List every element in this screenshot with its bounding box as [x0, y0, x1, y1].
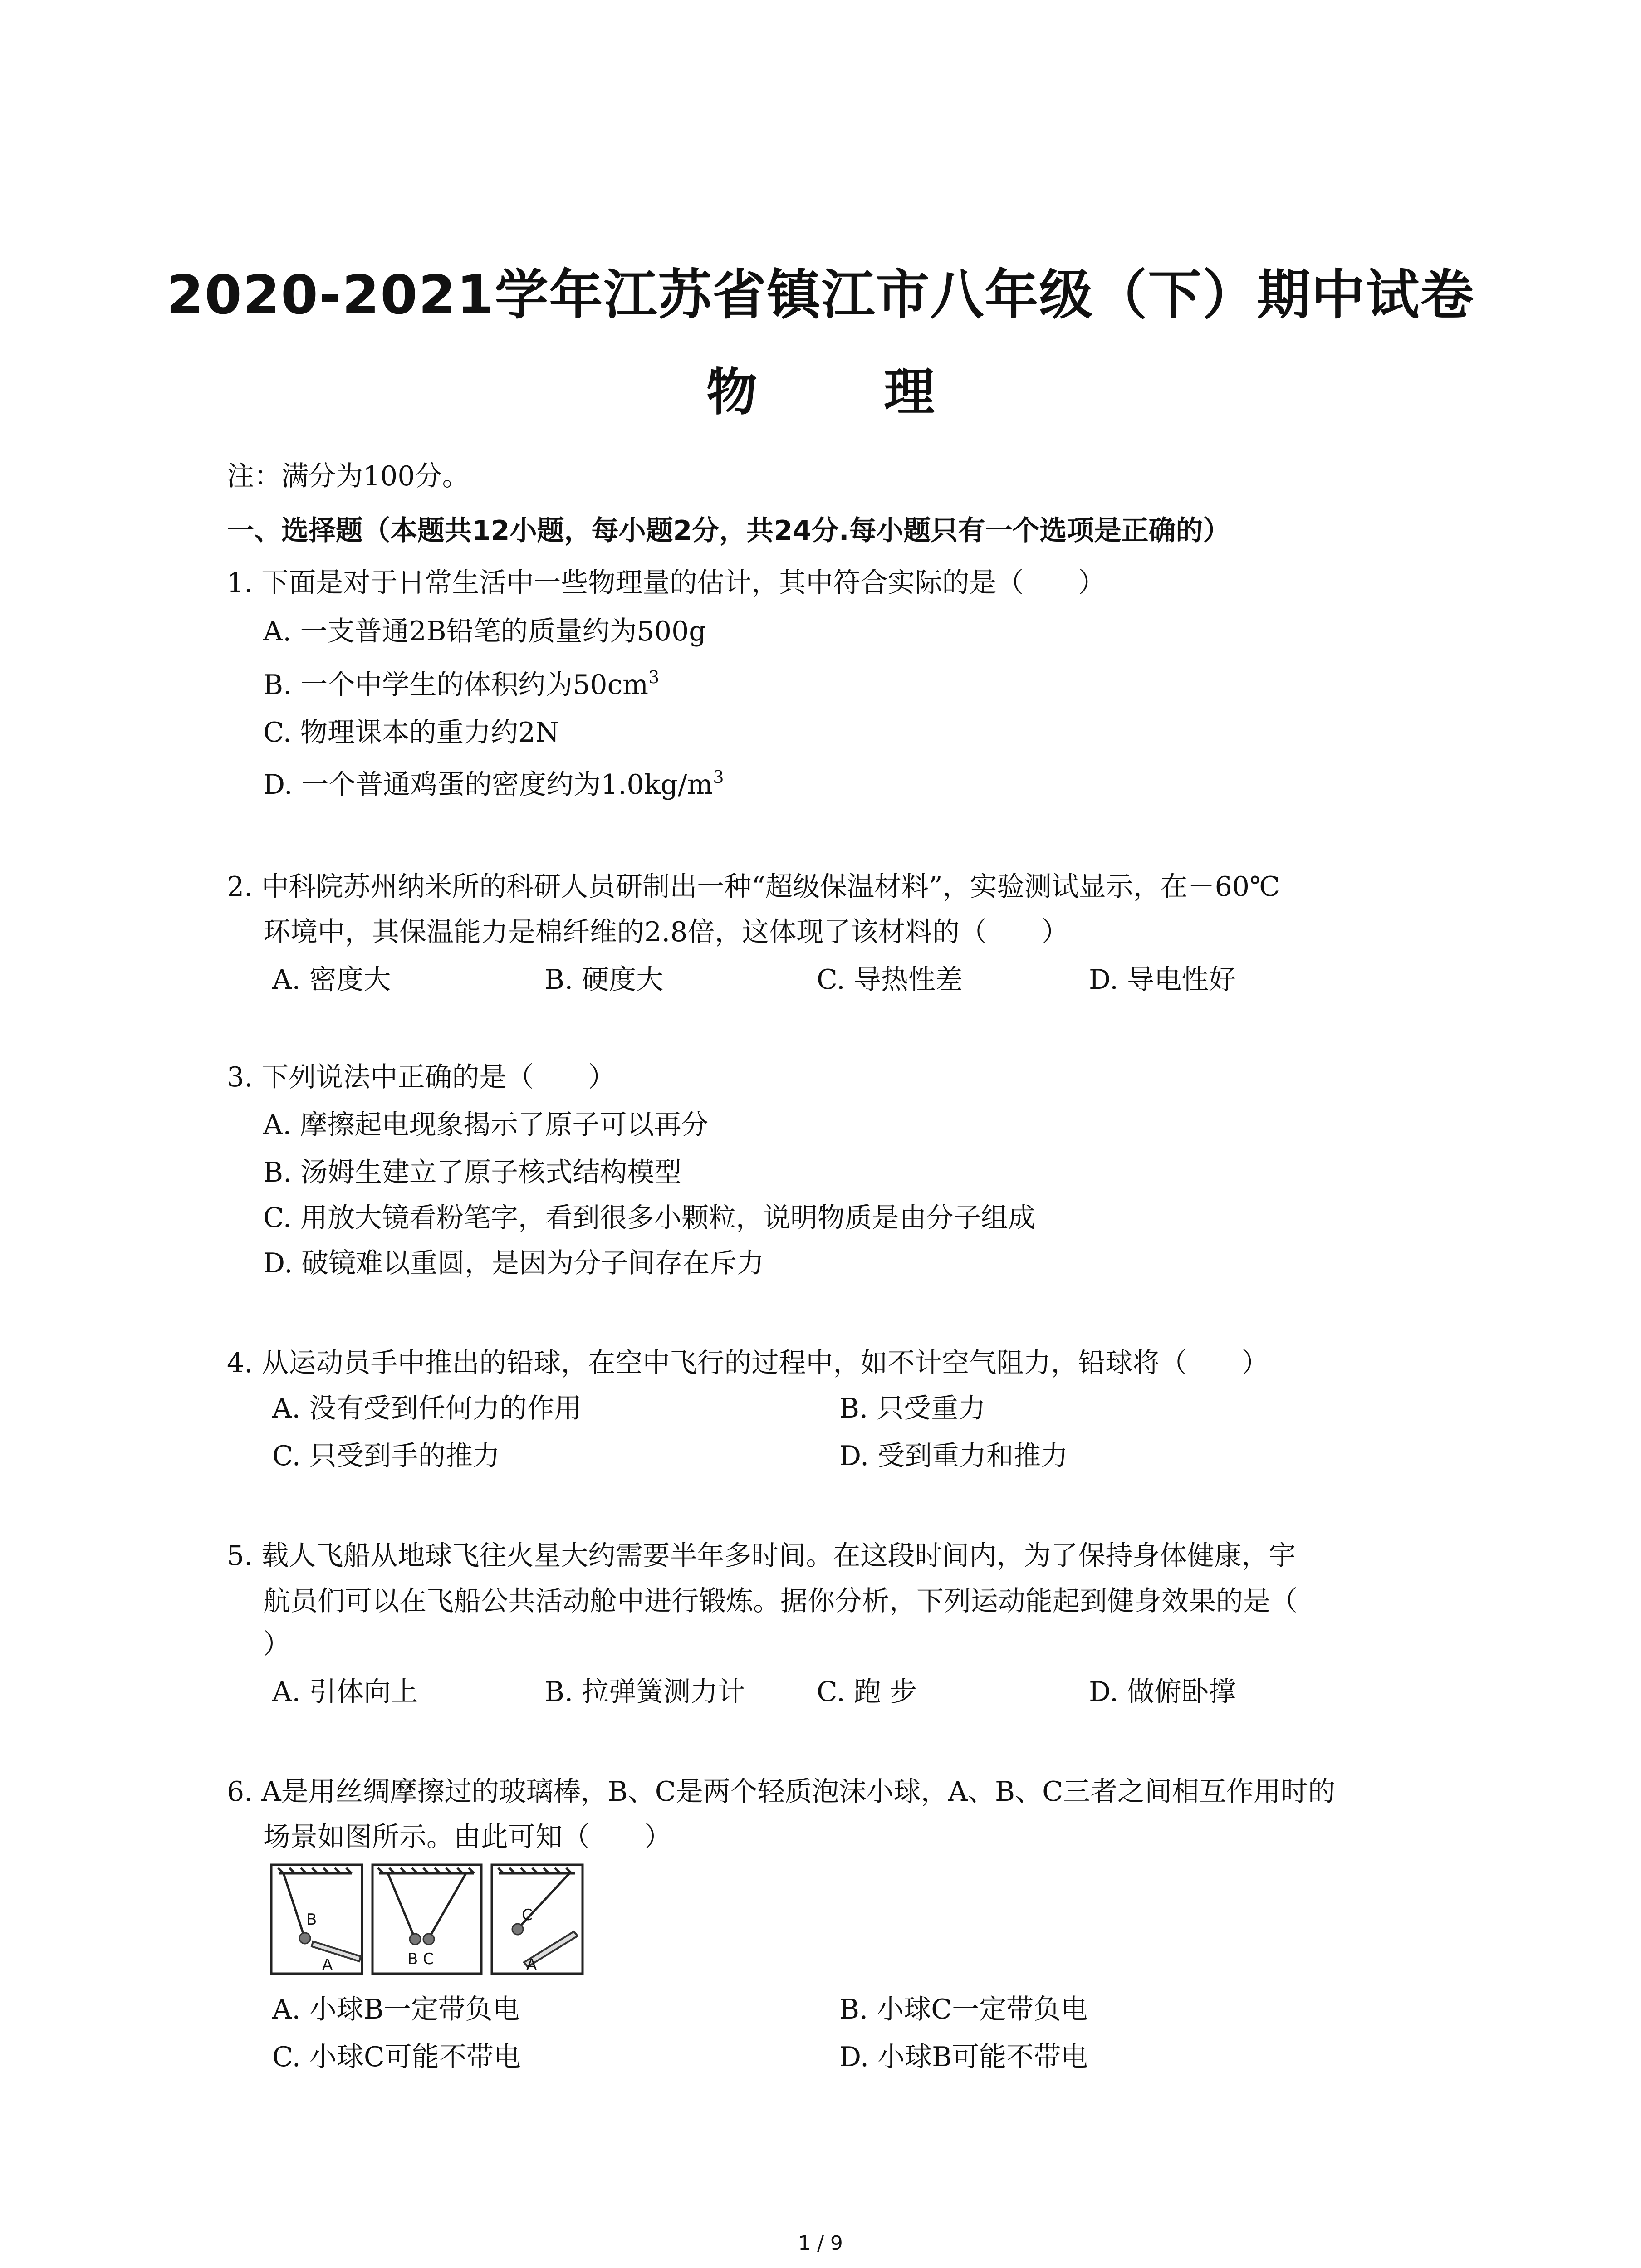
rod-a-panel1: [312, 1941, 361, 1961]
question-6-stem-line1: 6. A是用丝绸摩擦过的玻璃棒，B、C是两个轻质泡沫小球，A、B、C三者之间相互作用时的: [227, 1776, 1335, 1808]
q6-option-a: A. 小球B一定带负电: [272, 1994, 520, 2025]
q2-option-c: C. 导热性差: [817, 964, 963, 996]
q5-option-b: B. 拉弹簧测力计: [544, 1676, 745, 1708]
q2-option-b: B. 硬度大: [544, 964, 664, 996]
question-2-stem-line2: 环境中，其保温能力是棉纤维的2.8倍，这体现了该材料的（ ）: [263, 916, 1069, 948]
label-a-panel1: A: [322, 1956, 333, 1974]
q6-option-b: B. 小球C一定带负电: [839, 1994, 1088, 2025]
question-4-stem: 4. 从运动员手中推出的铅球，在空中飞行的过程中，如不计空气阻力，铅球将（ ）: [227, 1347, 1269, 1379]
ball-c-panel2: [423, 1934, 434, 1945]
label-b-panel1: B: [306, 1911, 317, 1929]
q1-option-d: D. 一个普通鸡蛋的密度约为$1.0kg/m^3$: [263, 767, 724, 801]
ball-b-panel2: [410, 1934, 421, 1945]
question-2-stem-line1: 2. 中科院苏州纳米所的科研人员研制出一种“超级保温材料”，实验测试显示，在－60℃: [227, 871, 1280, 903]
question-6-stem-line2: 场景如图所示。由此可知（ ）: [263, 1821, 671, 1853]
page-number: 1 / 9: [798, 2232, 843, 2255]
subject-title: 物 理: [706, 363, 989, 422]
q2-option-d: D. 导电性好: [1089, 964, 1236, 996]
q1-option-b: B. 一个中学生的体积约为$50cm^3$: [263, 667, 660, 701]
question-5-stem-line1: 5. 载人飞船从地球飞往火星大约需要半年多时间。在这段时间内，为了保持身体健康，宇: [227, 1540, 1296, 1572]
q1-option-c: C. 物理课本的重力约2N: [263, 717, 559, 748]
q6-option-d: D. 小球B可能不带电: [839, 2041, 1088, 2073]
ball-c-panel3: [512, 1924, 523, 1935]
q5-option-c: C. 跑 步: [817, 1676, 917, 1708]
q4-option-d: D. 受到重力和推力: [839, 1440, 1068, 1472]
question-5-stem-line2: 航员们可以在飞船公共活动舱中进行锻炼。据你分析，下列运动能起到健身效果的是（: [263, 1585, 1298, 1617]
charge-interaction-figure: [270, 1863, 588, 1977]
q3-option-d: D. 破镜难以重圆，是因为分子间存在斥力: [263, 1247, 764, 1279]
q3-option-a: A. 摩擦起电现象揭示了原子可以再分: [263, 1109, 709, 1141]
q4-option-c: C. 只受到手的推力: [272, 1440, 500, 1472]
q2-option-a: A. 密度大: [272, 964, 391, 996]
score-note: 注：满分为100分。: [227, 460, 470, 492]
q5-option-d: D. 做俯卧撑: [1089, 1676, 1236, 1708]
q4-option-a: A. 没有受到任何力的作用: [272, 1393, 582, 1424]
question-3-stem: 3. 下列说法中正确的是（ ）: [227, 1061, 616, 1093]
question-1-stem: 1. 下面是对于日常生活中一些物理量的估计，其中符合实际的是（ ）: [227, 567, 1106, 599]
q5-option-a: A. 引体向上: [272, 1676, 418, 1708]
label-c-panel3: C: [522, 1906, 533, 1924]
question-5-stem-line3: ）: [263, 1628, 290, 1660]
q4-option-b: B. 只受重力: [839, 1393, 986, 1424]
label-a-panel3: A: [526, 1956, 537, 1974]
q3-option-c: C. 用放大镜看粉笔字，看到很多小颗粒，说明物质是由分子组成: [263, 1202, 1035, 1234]
q6-option-c: C. 小球C可能不带电: [272, 2041, 521, 2073]
exam-title: 2020-2021学年江苏省镇江市八年级（下）期中试卷: [166, 264, 1475, 326]
q1-option-a: A. 一支普通2B铅笔的质量约为500g: [263, 616, 706, 647]
section-heading: 一、选择题（本题共12小题，每小题2分，共24分.每小题只有一个选项是正确的）: [227, 515, 1230, 547]
ball-b-panel1: [299, 1933, 310, 1944]
q3-option-b: B. 汤姆生建立了原子核式结构模型: [263, 1157, 682, 1188]
label-bc-panel2: B C: [407, 1950, 434, 1968]
